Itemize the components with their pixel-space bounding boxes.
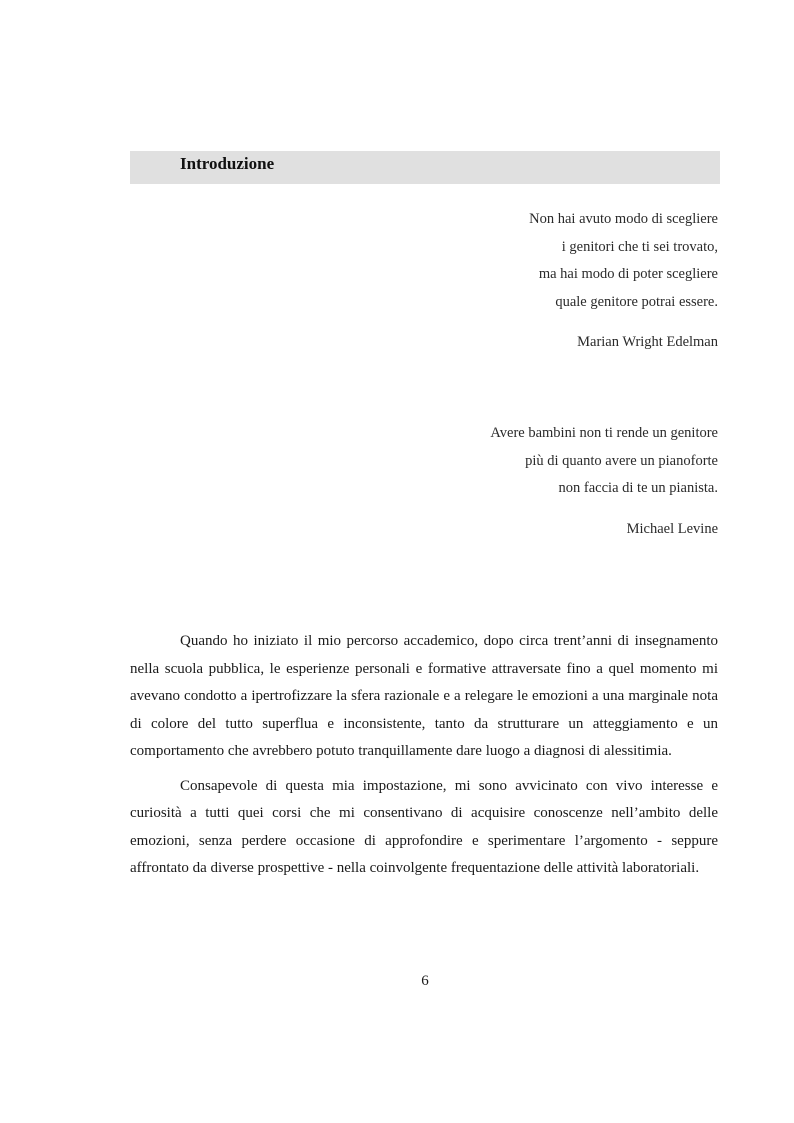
epigraph-author: Marian Wright Edelman: [577, 334, 718, 350]
epigraph-line: Non hai avuto modo di scegliere: [529, 211, 718, 227]
epigraph-line: quale genitore potrai essere.: [555, 293, 718, 310]
page-number: 6: [421, 973, 429, 989]
section-title: Introduzione: [180, 154, 275, 173]
epigraph-levine: [490, 424, 718, 538]
body-paragraph: Quando ho iniziato il mio percorso accademico, dopo circa trent’anni di insegnamento nella scuola pubblica, le esperienze personali e formative attraversate fino a quel momento mi avevano condotto a ipertrofizzare la sfera razionale e a relegare le emozioni a una marginale nota di colore del tutto superflua e inconsistente, tanto da strutturare un atteggiamento e un comportamento che avrebbero potuto tranquillamente dare luogo a diagnosi di alessitimia.: [130, 633, 718, 759]
epigraph-line: i genitori che ti sei trovato,: [561, 238, 718, 255]
epigraph-line: non faccia di te un pianista.: [558, 480, 718, 496]
epigraph-line: più di quanto avere un pianoforte: [525, 452, 718, 469]
epigraph-line: ma hai modo di poter scegliere: [538, 266, 718, 282]
epigraph-edelman: [529, 210, 718, 351]
body-paragraph: Consapevole di questa mia impostazione, mi sono avvicinato con vivo interesse e curiosità a tutti quei corsi che mi consentivano di acquisire conoscenze nell’ambito delle emozioni, senza perdere occasione di approfondire e sperimentare l’argomento - seppure affrontato da diverse prospettive - nella coinvolgente frequentazione delle attività laboratoriali.: [130, 777, 718, 876]
epigraph-line: Avere bambini non ti rende un genitore: [490, 425, 718, 441]
body-text: [130, 628, 718, 890]
section-heading-bar: [130, 151, 720, 184]
epigraph-author: Michael Levine: [626, 520, 718, 537]
